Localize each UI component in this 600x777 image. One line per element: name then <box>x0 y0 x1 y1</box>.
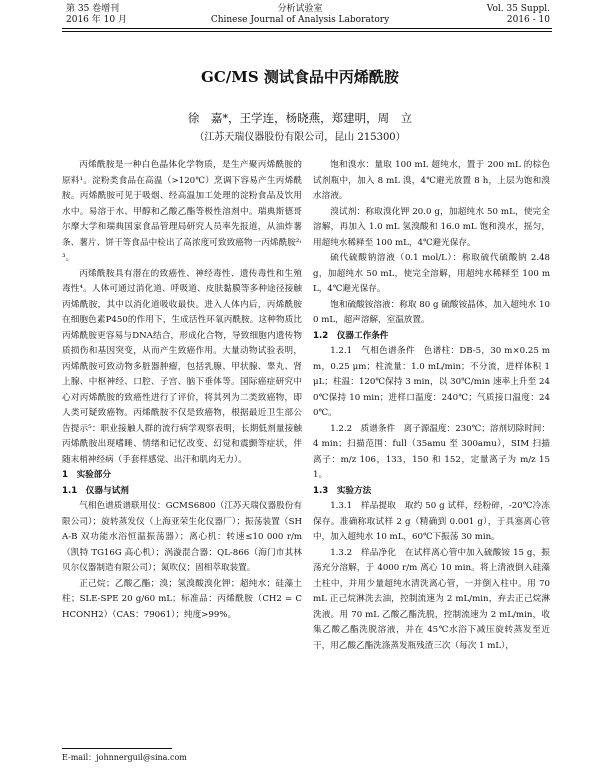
paragraph: 溴试剂：称取溴化钾 20.0 g，加超纯水 50 mL，使完全溶解，再加入 1.0 mL 氢溴酸和 16.0 mL 饱和溴水，摇匀，用超纯水稀释至 100 mL，4℃避光保存。 <box>313 206 550 248</box>
header-journal-en: Chinese Journal of Analysis Laboratory <box>210 15 390 25</box>
paragraph: 正己烷；乙酸乙酯；溴；氢溴酸溴化钾；超纯水；硅藻土柱；SLE-SPE 20 g/60 mL；标准品：丙烯酰胺（CH2 = CHCONH2）（CAS：79061）；纯度>99%。 <box>62 578 302 620</box>
author-list: 徐 嘉*，王学连，杨晓燕，郑建明，周 立 <box>187 111 413 125</box>
header-date-en: 2016 - 10 <box>506 15 550 25</box>
paragraph: 气相色谱质谱联用仪：GCMS6800（江苏天瑞仪器股份有限公司）；旋转蒸发仪（上海亚荣生化仪器厂）；振荡装置（SHA-B 双功能水浴恒温振荡器）；离心机：转速≤10 000 r/m（凯特 TG16G 高心机）；涡漩混合器：QL-866（海门市其林贝尔仪器制造有限公司）；氮吹仪；固相萃取装置。 <box>62 501 302 573</box>
paragraph: 1.3.1 样品提取 取约 50 g 试样，经粉碎，-20℃冷冻保存。准确称取试样 2 g（精确到 0.001 g），于具塞离心管中，加入超纯水 10 mL，60℃下振荡 30 min。 <box>313 501 550 542</box>
header-rule-thick <box>62 28 552 29</box>
right-column <box>313 158 550 654</box>
footnote-rule <box>62 748 172 749</box>
paragraph: 硫代硫酸钠溶液（0.1 mol/L）：称取硫代硫酸钠 2.48 g，加超纯水 50 mL，使完全溶解，用超纯水稀释至 100 mL，4℃避光保存。 <box>313 253 550 294</box>
paragraph: 丙烯酰胺是一种白色晶体化学物质，是生产聚丙烯酰胺的原料¹。淀粉类食品在高温（>120℃）烹调下容易产生丙烯酰胺。丙烯酰胺可见于吸烟、经高温加工处理的淀粉食品及饮用水中。易溶于水、甲醇和乙酸乙酯等极性溶剂中。瑞典斯德哥尔摩大学和瑞典国家食品管理局研究人员率先报道，从油炸薯条、薯片、饼干等食品中检出了高浓度可致致癌物一丙烯酰胺²˒³。 <box>62 160 302 263</box>
header-volume-cn: 第 35 卷增刊 <box>66 4 120 14</box>
paper-title: GC/MS 测试食品中丙烯酰胺 <box>201 68 399 86</box>
left-column <box>62 158 302 623</box>
header-rule-thin <box>62 31 552 32</box>
paragraph: 1.2.2 质谱条件 离子源温度：230℃；溶剂切除时间：4 min；扫描范围：full（35amu 至 300amu），SIM 扫描离子：m/z 106，133，150 和 152，定量离子为 m/z 151。 <box>313 423 550 480</box>
paragraph: 饱和硫酸铵溶液：称取 80 g 硫酸铵晶体，加入超纯水 100 mL，超声溶解，室温放置。 <box>313 299 550 325</box>
footnote-email: E-mail：johnnerguil@sina.com <box>62 753 187 762</box>
section-heading: 1.1 仪器与试剂 <box>62 485 129 496</box>
header-journal-cn: 分析试验室 <box>277 4 323 14</box>
paragraph: 1.2.1 气相色谱条件 色谱柱：DB-5，30 m×0.25 mm，0.25 μm；柱流量：1.0 mL/min；不分流，进样体积 1 μL；柱温：120℃保持 3 min，以 30℃/min 速率上升至 240℃保持 10 min；进样口温度：240℃；气质接口温度：240℃。 <box>313 346 550 418</box>
paragraph: 1.3.2 样品净化 在试样离心管中加入硫酸铵 15 g，振荡充分溶解，于 4000 r/m 离心 10 min。将上清液倒入硅藻土柱中，并用少量超纯水清洗离心管，一并倒入柱中。用 70 mL 正己烷淋洗去油，控制流速为 2 mL/min，弃去正己烷淋洗液。用 70 mL 乙酸乙酯洗脱，控制流速为 2 mL/min，收集乙酸乙酯洗脱溶液，并在 45℃水浴下减压旋转蒸发至近干，用乙酸乙酯洗涤蒸发瓶残渣三次（每次 1 mL）， <box>313 547 550 651</box>
header-right <box>487 4 550 26</box>
paragraph: 丙烯酰胺具有潜在的致癌性、神经毒性、遗传毒性和生殖毒性⁴。人体可通过消化道、呼吸道、皮肤黏膜等多种途径接触丙烯酰胺，其中以消化道吸收最快。进入人体内后，丙烯酰胺在细胞色素P450的作用下，生成活性环氧丙酰胺。这种物质比丙烯酰胺更容易与DNA结合，形成化合物，导致细胞内遗传物质损伤和基因突变，从而产生致癌作用。大量动物试验表明，丙烯酰胺可致动物多脏器肿瘤，包括乳腺、甲状腺、睾丸、肾上腺、中枢神经、口腔、子宫、脑下垂体等。国际癌症研究中心对丙烯酰胺的致癌性进行了评价，将其列为二类致癌物，即人类可疑致癌物。丙烯酰胺不仅是致癌物，根据最近卫生部公告提示⁵：职业接触人群的流行病学观察表明，长期低剂量接触丙烯酰胺出现嗜睡、情绪和记忆改变、幻觉和震颤等症状，伴随末梢神经病（手套样感觉、出汗和肌肉无力）。 <box>62 268 302 465</box>
header-volume-en: Vol. 35 Suppl. <box>486 4 550 14</box>
affiliation: （江苏天瑞仪器股份有限公司，昆山 215300） <box>194 132 406 143</box>
header-date-cn: 2016 年 10 月 <box>66 15 127 25</box>
section-heading: 1 实验部分 <box>62 470 111 480</box>
section-heading: 1.3 实验方法 <box>313 485 372 496</box>
section-heading: 1.2 仪器工作条件 <box>313 330 389 341</box>
paragraph: 饱和溴水：量取 100 mL 超纯水，置于 200 mL 的棕色试剂瓶中，加入 8 mL 溴，4℃避光放置 8 h，上层为饱和溴水溶液。 <box>313 160 550 201</box>
